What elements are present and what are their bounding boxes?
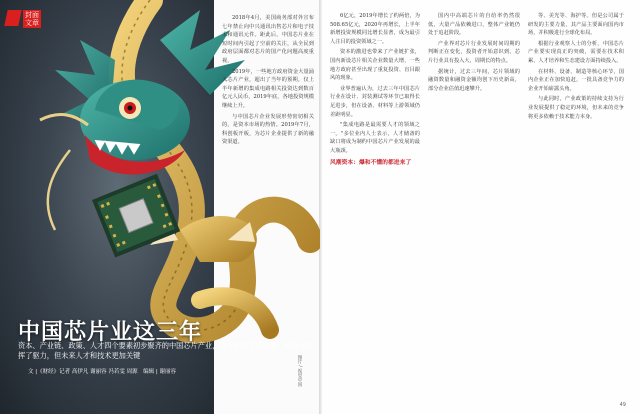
paragraph: 据统计，过去三年间，芯片领域的融资数量和融资金额均创下历史新高，部分企业估值迅速攀升。 <box>428 68 520 92</box>
paragraph: 国内中高端芯片的自给率仍然很低，大量产品依赖进口，整体产业链仍处于追赶阶段。 <box>428 13 520 37</box>
page-number: 49 <box>619 402 626 408</box>
paragraph: 根据行业观察人士的分析，中国芯片产业要实现真正的突破，需要在技术积累、人才培养和生态建设方面持续投入。 <box>528 40 624 64</box>
section-subhead: 风潮资本：爆和不懂的都进来了 <box>330 159 412 166</box>
article-byline: 文 |《财经》记者 高伊凡 谢丽容 冯若雯 周源 编辑 | 谢丽容 <box>28 369 176 375</box>
paragraph: 6亿元，2019年增长了约两倍，为508.65亿元，2020年再增长，上半年新增投资规模同比增长显著，成为最引人注目的投资领域之一。 <box>330 13 420 45</box>
paragraph: 产业界对芯片行业发展时间周期的判断正在变化，投资者开始意识到，芯片行业具有投入大、周期长的特点。 <box>428 40 520 64</box>
article-headline: 中国芯片业这三年 <box>18 320 203 345</box>
paragraph: 业界普遍认为，过去三年中国芯片行业在设计、封装测试等环节已取得长足进步，但在设备、材料等上游领域仍差距明显。 <box>330 85 420 118</box>
badge-label: 封面文章 <box>25 11 39 27</box>
article-deck: 资本、产业链、政策、人才四个要素初步聚齐的中国芯片产业，资本显得尤其激进，也充分发挥了驱力，但未来人才和技术更加关键 <box>18 341 313 360</box>
paragraph: 资本的激进也带来了产业链扩张，国内新设芯片相关企业数量大增，一些地方政府甚至出现了重复投资、盲目跟风的现象。 <box>330 49 420 82</box>
paragraph: 与此同时，产业政策的持续支持为行业发展提供了稳定的环境，但未来的竞争将更多依赖于技术能力本身。 <box>528 96 624 120</box>
text-column-4 <box>528 12 624 123</box>
paragraph: "集成电路是最需要人才的领域之一。"多位业内人士表示，人才储备的缺口将成为制约中国芯片产业发展的最大瓶颈。 <box>330 122 420 154</box>
text-column-2 <box>330 12 420 169</box>
text-column-3 <box>428 12 520 95</box>
badge-mark-icon <box>4 10 21 26</box>
paragraph: 等、美光等、海护等。但是公司属于研发的主要力量，其产品主要面向国内市场，并积极进行全球化布局。 <box>528 13 624 37</box>
text-column-1 <box>222 14 314 149</box>
section-badge <box>6 10 41 28</box>
paragraph: 在材料、设备、制造等核心环节，国内企业正在加快追赶，一批具备竞争力的企业开始崭露头角。 <box>528 68 624 92</box>
paragraph: 2018年4月，美国商务部对外宣布七年禁止向中兴通讯出售芯片和电子技术和通讯元件。距此后，中国芯片业在短时间内引起了空前的关注，从全民到政府层面都对芯片的国产化问题高度重视。 <box>222 15 314 64</box>
paragraph: 2019年，一些地方政府资金大量涌入芯片产业，超出了当年的预期，仅上半年新增的集成电路相关投资达到数百亿元人民币，2019年底，各地投资规模继续上升。 <box>222 68 314 109</box>
photo-credit: 图片 / 视觉中国 <box>297 355 302 387</box>
chip-icon <box>92 174 180 258</box>
paragraph: 与中国芯片企业发展形势密切相关的，是资本市场的热情。2019年7月，科创板开板，为芯片企业提供了新的融资渠道。 <box>222 113 314 146</box>
